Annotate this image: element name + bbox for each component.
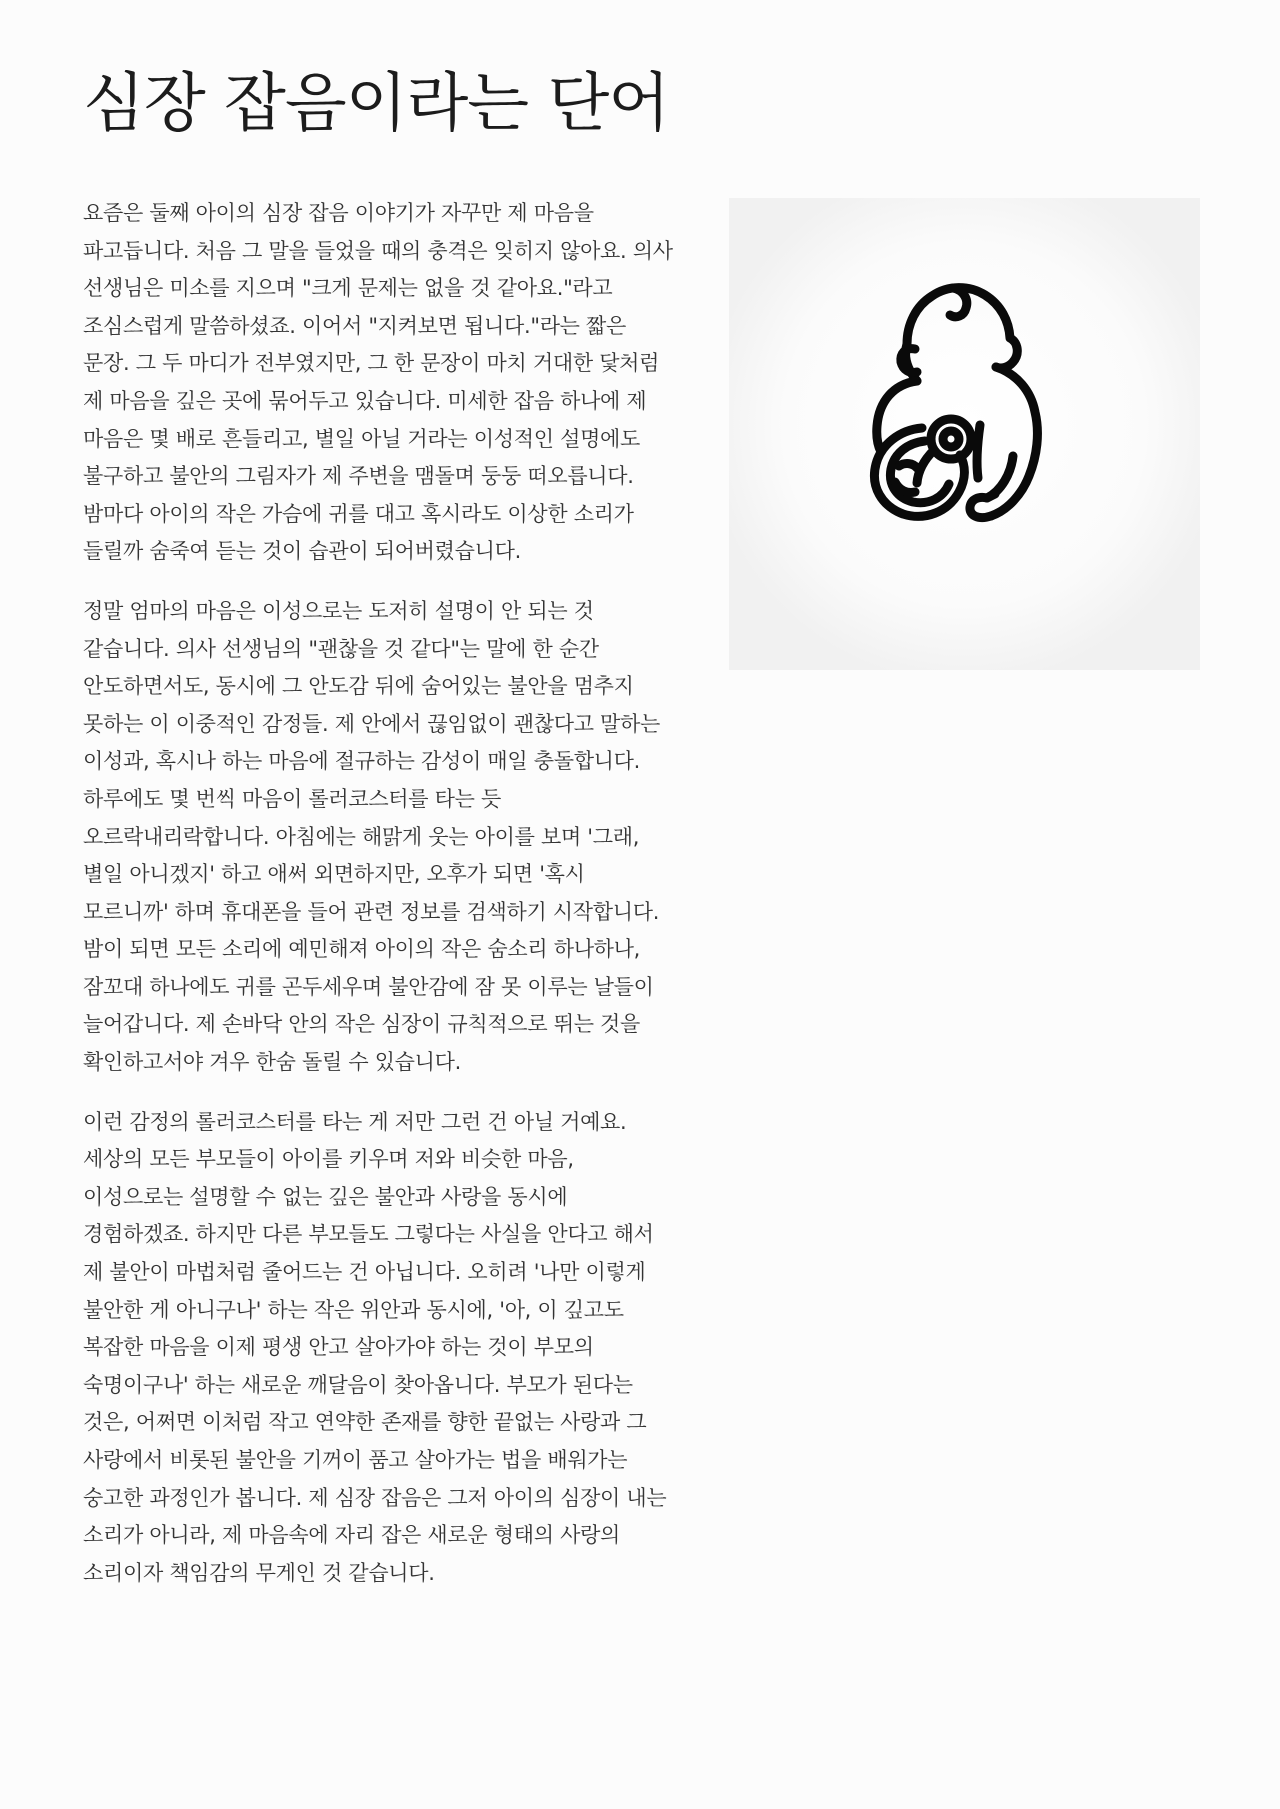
article-paragraph-2: 정말 엄마의 마음은 이성으로는 도저히 설명이 안 되는 것 같습니다. 의사 선생님의 "괜찮을 것 같다"는 말에 한 순간 안도하면서도, 동시에 그 안도감 뒤에 숨어있는 불안을 멈추지 못하는 이 이중적인 감정들. 제 안에서 끊임없이 괜찮다고 말하는 이성과, 혹시나 하는 마음에 절규하는 감성이 매일 충돌합니다. 하루에도 몇 번씩 마음이 롤러코스터를 타는 듯 오르락내리락합니다. 아침에는 해맑게 웃는 아이를 보며 '그래, 별일 아니겠지' 하고 애써 외면하지만, 오후가 되면 '혹시 모르니까' 하며 휴대폰을 들어 관련 정보를 검색하기 시작합니다. 밤이 되면 모든 소리에 예민해져 아이의 작은 숨소리 하나하나, 잠꼬대 하나에도 귀를 곤두세우며 불안감에 잠 못 이루는 날들이 늘어갑니다. 제 손바닥 안의 작은 심장이 규칙적으로 뛰는 것을 확인하고서야 겨우 한숨 돌릴 수 있습니다.: [83, 598, 661, 1075]
illustration-panel: [729, 198, 1200, 670]
article-paragraph-3: 이런 감정의 롤러코스터를 타는 게 저만 그런 건 아닐 거예요. 세상의 모든 부모들이 아이를 키우며 저와 비슷한 마음, 이성으로는 설명할 수 없는 깊은 불안과 사랑을 동시에 경험하겠죠. 하지만 다른 부모들도 그렇다는 사실을 안다고 해서 제 불안이 마법처럼 줄어드는 건 아닙니다. 오히려 '나만 이렇게 불안한 게 아니구나' 하는 작은 위안과 동시에, '아, 이 깊고도 복잡한 마음을 이제 평생 안고 살아가야 하는 것이 부모의 숙명이구나' 하는 새로운 깨달음이 찾아옵니다. 부모가 된다는 것은, 어쩌면 이처럼 작고 연약한 존재를 향한 끝없는 사랑과 그 사랑에서 비롯된 불안을 기꺼이 품고 살아가는 법을 배워가는 숭고한 과정인가 봅니다. 제 심장 잡음은 그저 아이의 심장이 내는 소리가 아니라, 제 마음속에 자리 잡은 새로운 형태의 사랑의 소리이자 책임감의 무게인 것 같습니다.: [83, 1109, 667, 1585]
article-paragraph-1: 요즘은 둘째 아이의 심장 잡음 이야기가 자꾸만 제 마음을 파고듭니다. 처음 그 말을 들었을 때의 충격은 잊히지 않아요. 의사 선생님은 미소를 지으며 "크게 문제는 없을 것 같아요."라고 조심스럽게 말씀하셨죠. 이어서 "지켜보면 됩니다."라는 짧은 문장. 그 두 마디가 전부였지만, 그 한 문장이 마치 거대한 닻처럼 제 마음을 깊은 곳에 묶어두고 있습니다. 미세한 잡음 하나에 제 마음은 몇 배로 흔들리고, 별일 아닐 거라는 이성적인 설명에도 불구하고 불안의 그림자가 제 주변을 맴돌며 둥둥 떠오릅니다. 밤마다 아이의 작은 가슴에 귀를 대고 혹시라도 이상한 소리가 들릴까 숨죽여 듣는 것이 습관이 되어버렸습니다.: [83, 201, 673, 564]
page-title: 심장 잡음이라는 단어: [83, 67, 670, 141]
article-body: [83, 195, 673, 1614]
baby-with-stethoscope-icon: [729, 198, 1200, 670]
